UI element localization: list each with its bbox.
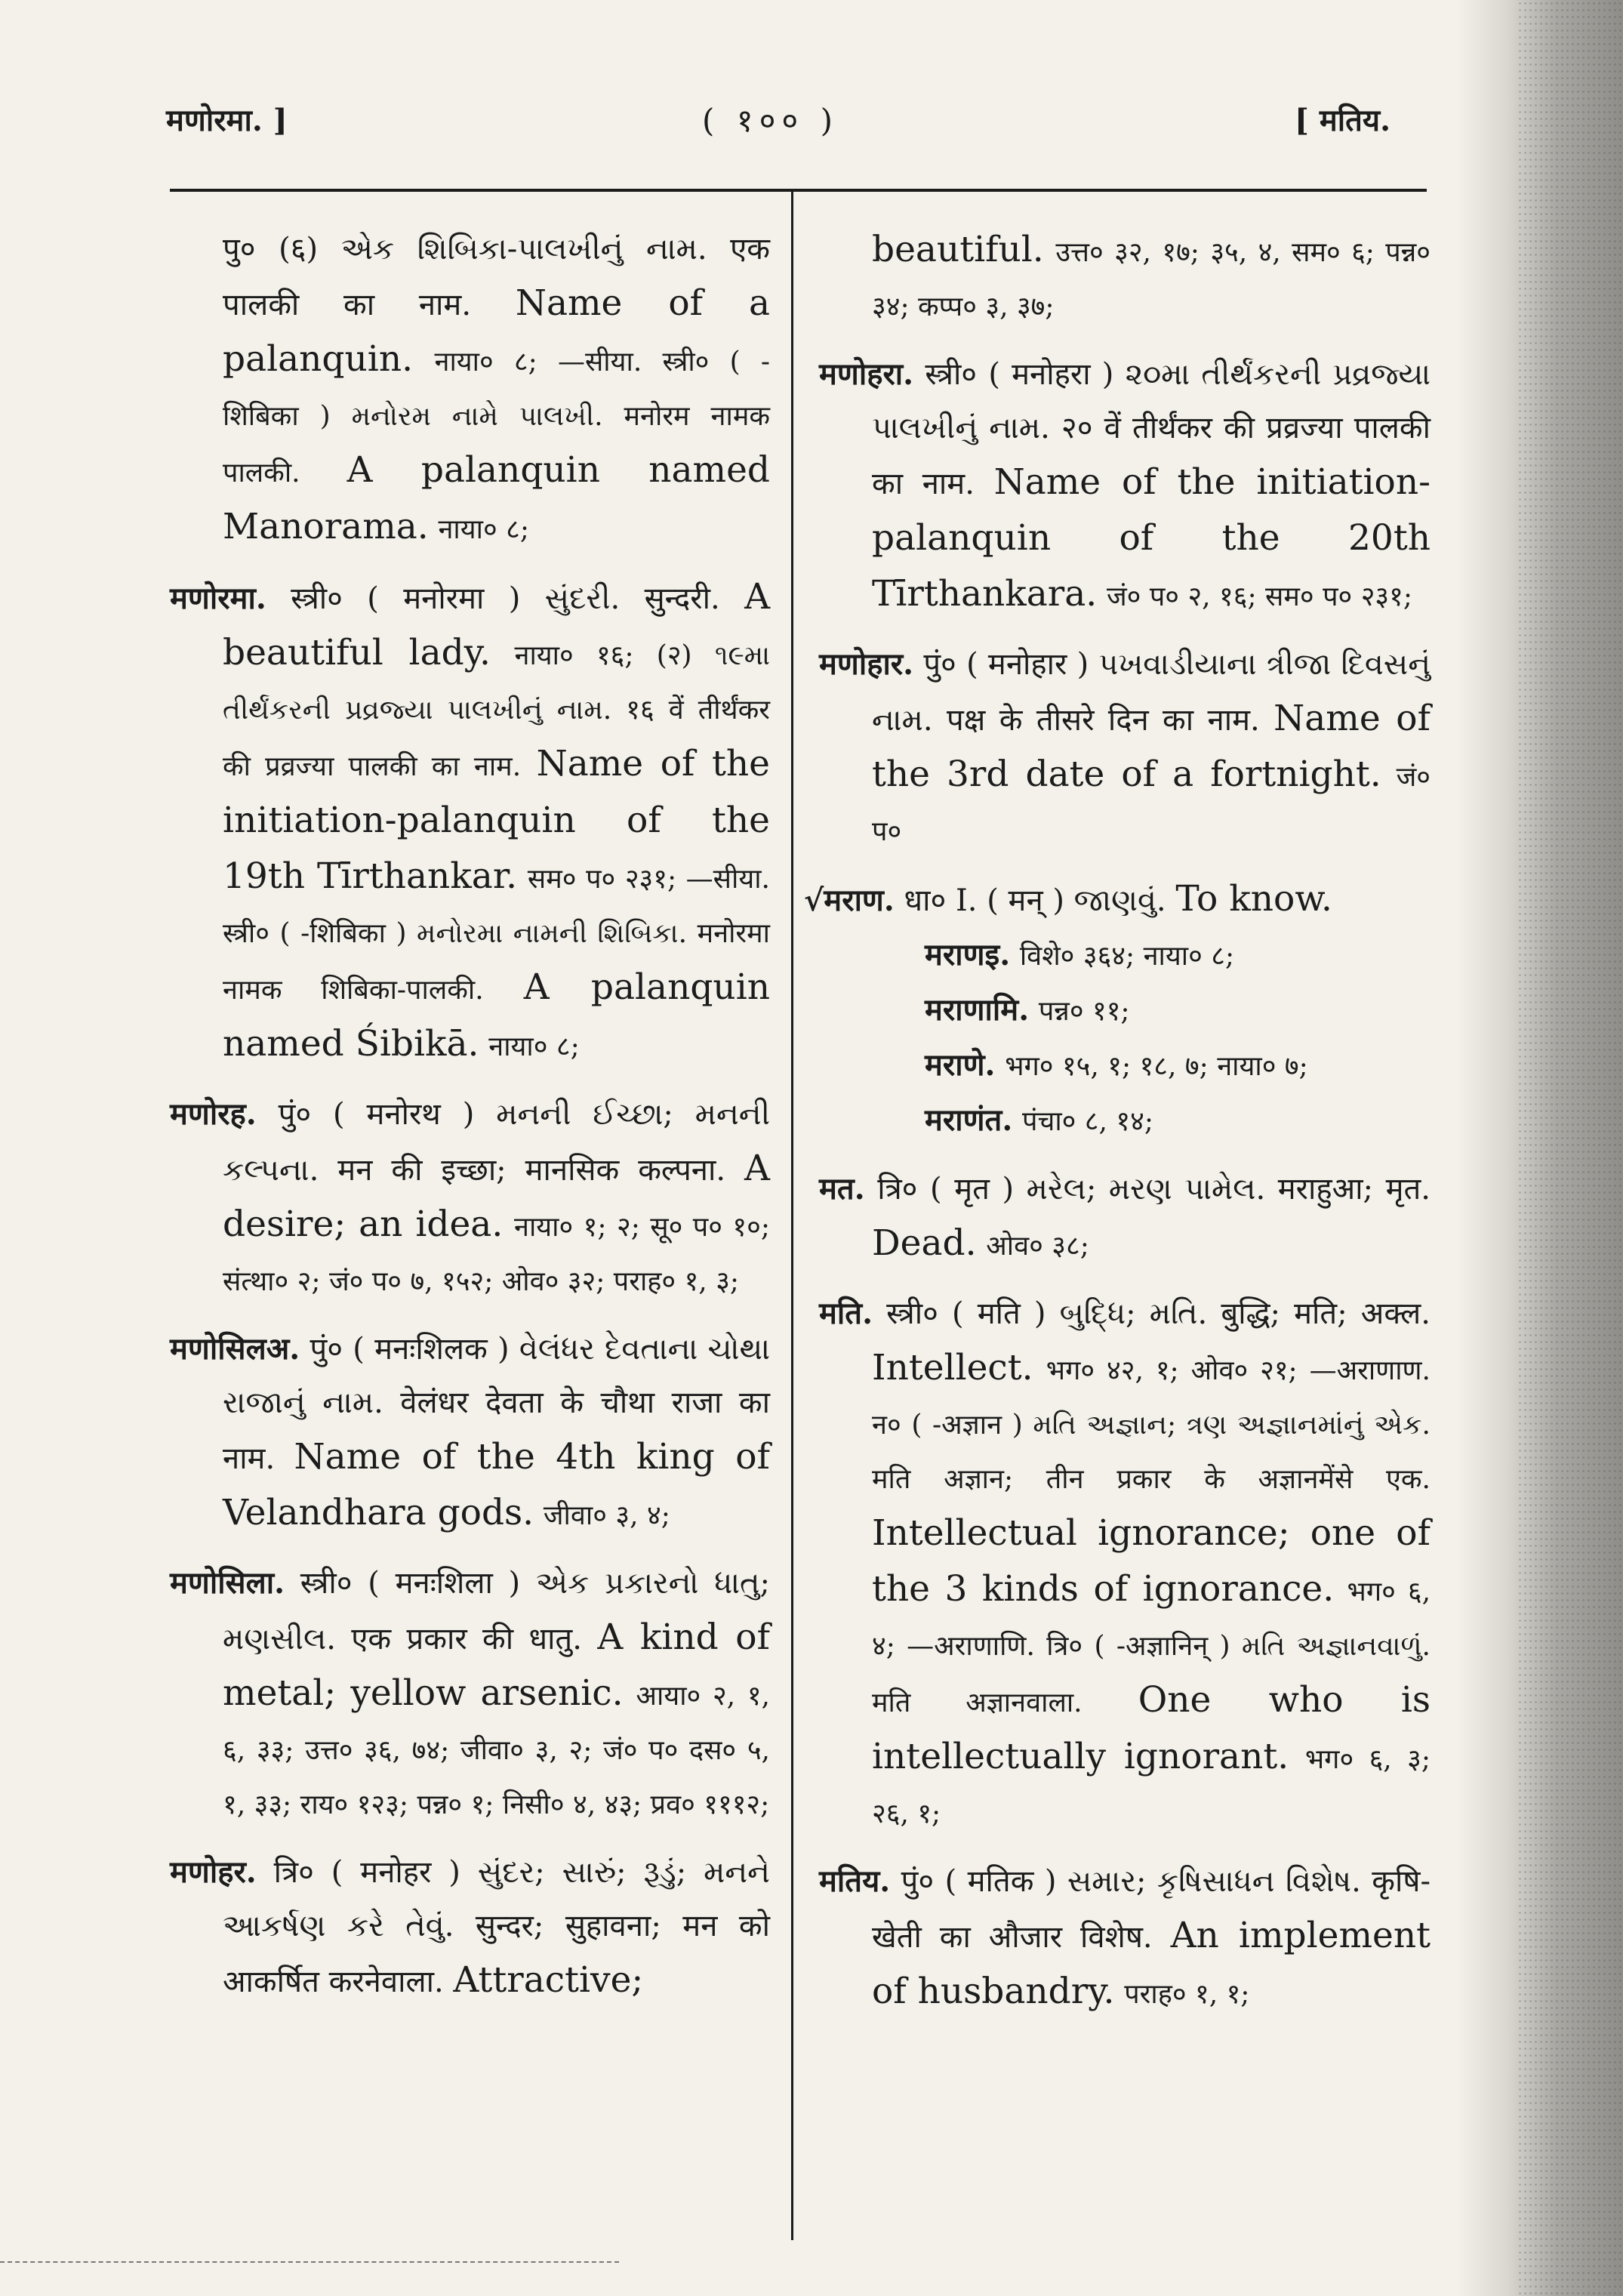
entry-definition: पुं० ( मतिक ) સમાર; કૃષિસાધન વિશેષ. कृषि-खेती का औजार विशेष. bbox=[872, 1864, 1431, 1955]
header-last-headword: [ मतिय. bbox=[1295, 103, 1391, 138]
verb-form: मराणइ. bbox=[925, 937, 1011, 972]
entry-english: Name of the 3rd date of a fortnight. bbox=[872, 698, 1431, 795]
entry-headword: मणोहर. bbox=[170, 1854, 257, 1890]
entry-english: One who is intellectually ignorant. bbox=[872, 1679, 1431, 1777]
entry-english: Name of the initiation-palanquin of the 20th Tīrthankara. bbox=[872, 461, 1431, 615]
dictionary-entry bbox=[170, 1087, 770, 1308]
entry-headword: मणोसिला. bbox=[170, 1565, 285, 1601]
entry-references: सम० प० २३१; —सीया. स्त्री० ( -शिबिका ) મનોરમા નામની શિબિકા. मनोरमा नामक शिबिका-पालकी. bbox=[223, 864, 770, 1006]
entry-references: पराह० १, १; bbox=[1124, 1979, 1250, 2010]
dictionary-entry bbox=[170, 1322, 770, 1542]
entry-references: जं० प० २, १६; सम० प० २३१; bbox=[1106, 581, 1412, 612]
entry-english: Dead. bbox=[872, 1222, 977, 1264]
entry-headword: मणोरमा. bbox=[170, 581, 266, 616]
entry-references: भग० ६, ३; २६, १; bbox=[872, 1744, 1431, 1829]
right-column bbox=[804, 223, 1431, 2035]
entry-references: जीवा० ३, ४; bbox=[543, 1500, 670, 1531]
entry-english: A palanquin named Śibikā. bbox=[223, 966, 771, 1065]
header-first-headword: मणोरमा. ] bbox=[166, 103, 288, 138]
left-column bbox=[170, 223, 770, 2023]
entry-definition: पुं० ( मनोहार ) પખવાડીયાના ત્રીજા દિવસનું નામ. पक्ष के तीसरे दिन का नाम. bbox=[872, 647, 1431, 738]
entry-english: Intellectual ignorance; one of the 3 kinds of ignorance. bbox=[872, 1512, 1431, 1610]
entry-headword: √मराण. bbox=[804, 883, 895, 918]
verb-form: मराणे. bbox=[925, 1047, 996, 1083]
entry-english: Name of a palanquin. bbox=[223, 282, 771, 380]
verb-form: मराणंत. bbox=[925, 1102, 1013, 1138]
verb-form-line bbox=[872, 928, 1431, 983]
dictionary-entry bbox=[804, 872, 1431, 1148]
verb-form: मराणामि. bbox=[925, 992, 1030, 1028]
entry-definition: त्रि० ( मनोहर ) સુંદર; સારું; રૂડું; મનને આકર્ષણ કરે તેવું. सुन्दर; सुहावना; मन को आकर्षित करनेवाला. bbox=[223, 1855, 770, 1999]
verb-form-line bbox=[872, 1093, 1431, 1148]
entry-definition: स्त्री० ( मनःशिला ) એક પ્રકારનો ધાતુ; મણસીલ. एक प्रकार की धातु. bbox=[223, 1566, 770, 1657]
entry-english: A kind of metal; yellow arsenic. bbox=[223, 1616, 771, 1714]
dictionary-entry bbox=[819, 1162, 1431, 1273]
dictionary-entry bbox=[819, 1854, 1431, 2021]
dictionary-entry bbox=[170, 223, 770, 556]
page-number: ( १०० ) bbox=[702, 102, 839, 139]
entry-definition: पुं० ( मनोरथ ) મનની ઈચ્છા; મનની કલ્પના. मन की इच्छा; मानसिक कल्पना. bbox=[223, 1097, 771, 1188]
entry-references: नाया० ८; bbox=[488, 1031, 580, 1062]
entry-definition: स्त्री० ( मनोरमा ) સુંદરી. सुन्दरी. bbox=[291, 581, 720, 616]
entry-definition: धा० I. ( मन् ) જાણવું. bbox=[904, 883, 1166, 918]
page-header bbox=[0, 98, 1449, 159]
entry-english: A beautiful lady. bbox=[223, 576, 771, 673]
footer-rule bbox=[0, 2261, 619, 2263]
entry-references: उत्त० ३२, १७; ३५, ४, सम० ६; पन्न० ३४; कप्प० ३, ३७; bbox=[872, 237, 1431, 322]
entry-english: beautiful. bbox=[872, 229, 1044, 270]
verb-form-line bbox=[872, 983, 1431, 1038]
dictionary-entry bbox=[819, 347, 1431, 624]
entry-references: ओव० ३८; bbox=[986, 1231, 1089, 1262]
dictionary-entry bbox=[170, 1556, 770, 1832]
header-rule bbox=[170, 189, 1427, 192]
entry-references: नाया० १६; (२) ૧૯મા તીર્થંકરની પ્રવ્રજ્યા પાલખીનું નામ. १६ वें तीर्थंकर की प्रव्रज्या पालकी का नाम. bbox=[223, 640, 771, 782]
entry-references: नाया० ८; —सीया. स्त्री० ( -शिबिका ) મનોરમ નામે પાલખી. मनोरम नामक पालकी. bbox=[223, 347, 770, 488]
entry-references: नाया० ८; bbox=[438, 514, 529, 545]
entry-english: Name of the initiation-palanquin of the 19th Tīrthankar. bbox=[223, 743, 770, 897]
entry-headword: मणोसिलअ. bbox=[170, 1331, 300, 1367]
entry-definition: पु० (६) એક શિબિકા-પાલખીનું નામ. एक पालकी का नाम. bbox=[223, 232, 770, 322]
dictionary-entry bbox=[819, 1287, 1431, 1841]
entry-definition: स्त्री० ( मति ) બુદ્ધિ; મતિ. बुद्धि; मति; अक्ल. bbox=[886, 1296, 1431, 1331]
entry-headword: मणोहरा. bbox=[819, 356, 914, 392]
entry-definition: स्त्री० ( मनोहरा ) ૨૦મા તીર્થંકરની પ્રવ્રજ્યા પાલખીનું નામ. २० वें तीर्थंकर की प्रव्रज्या पालकी का नाम. bbox=[872, 357, 1431, 501]
verb-form-line bbox=[872, 1038, 1431, 1093]
entry-definition: त्रि० ( मृत ) મરેલ; મરણ પામેલ. मराहुआ; मृत. bbox=[877, 1172, 1431, 1207]
entry-english: A palanquin named Manorama. bbox=[223, 449, 771, 547]
entry-references: जं० प० bbox=[872, 762, 1431, 847]
entry-headword: मणोहार. bbox=[819, 646, 914, 682]
entry-english: An implement of husbandry. bbox=[872, 1915, 1431, 2012]
entry-english: Name of the 4th king of Velandhara gods. bbox=[223, 1436, 770, 1533]
entry-references: आया० २, १, ६, ३३; उत्त० ३६, ७४; जीवा० ३, २; जं० प० दस० ५, १, ३३; राय० १२३; पन्न० १; निसी० ४, ४३; प्रव० १११२; bbox=[223, 1681, 771, 1820]
entry-references: पन्न० ११; bbox=[1038, 996, 1130, 1027]
entry-english: A desire; an idea. bbox=[223, 1148, 770, 1245]
entry-references: भग० १५, १; १८, ७; नाया० ७; bbox=[1005, 1051, 1308, 1082]
entry-english: Intellect. bbox=[872, 1347, 1033, 1388]
entry-headword: मत. bbox=[819, 1171, 865, 1207]
entry-references: भग० ४२, १; ओव० २१; —अराणाण. न० ( -अज्ञान ) મતિ અજ્ઞાન; ત્રણ અજ્ઞાનમાંનું એક. मति अज्ञान; तीन प्रकार के अज्ञानमेंसे एक. bbox=[872, 1355, 1431, 1495]
dictionary-entry bbox=[170, 570, 770, 1074]
dictionary-entry bbox=[819, 223, 1431, 334]
entry-english: To know. bbox=[1175, 878, 1332, 920]
dictionary-entry bbox=[819, 637, 1431, 858]
book-spine-texture bbox=[1517, 0, 1623, 2296]
entry-headword: मतिय. bbox=[819, 1863, 891, 1899]
dictionary-entry bbox=[170, 1845, 770, 2009]
column-divider bbox=[791, 190, 793, 2240]
entry-headword: मति. bbox=[819, 1296, 873, 1331]
entry-references: भग० ६, ४; —अराणाणि. त्रि० ( -अज्ञानिन् ) મતિ અજ્ઞાનવાળું. मति अज्ञानवाला. bbox=[872, 1576, 1431, 1718]
entry-english: Attractive; bbox=[453, 1959, 644, 2001]
entry-headword: मणोरह. bbox=[170, 1096, 257, 1132]
entry-references: विशे० ३६४; नाया० ८; bbox=[1019, 941, 1235, 972]
entry-references: पंचा० ८, १४; bbox=[1022, 1106, 1153, 1137]
entry-references: नाया० १; २; सू० प० १०; संत्था० २; जं० प० ७, १५२; ओव० ३२; पराह० १, ३; bbox=[223, 1212, 771, 1297]
entry-definition: पुं० ( मनःशिलक ) વેલંધર દેવતાના ચોથા રાજાનું નામ. वेलंधर देवता के चौथा राजा का नाम. bbox=[223, 1332, 771, 1476]
